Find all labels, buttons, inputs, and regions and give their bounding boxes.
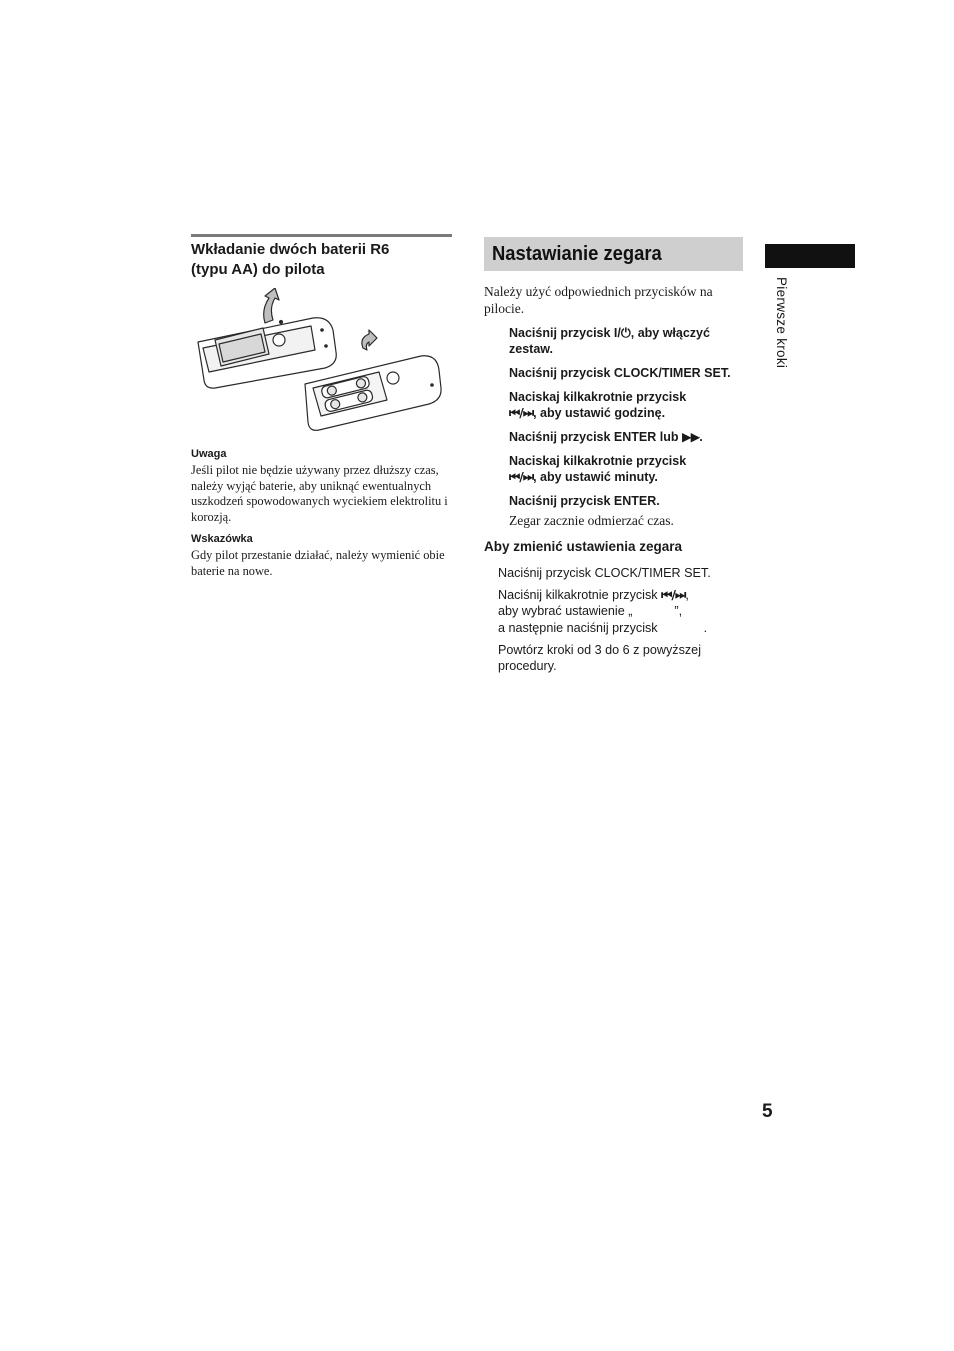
step-2: Naciśnij przycisk CLOCK/TIMER SET. — [509, 366, 731, 380]
sub-step-2-comma: , — [685, 588, 689, 602]
step-6-note: Zegar zacznie odmierzać czas. — [509, 513, 674, 528]
sub-step-2-line-3a: a następnie naciśnij przycisk — [498, 620, 658, 635]
step-4-text-a: Naciśnij przycisk ENTER lub — [509, 430, 679, 444]
section-tab-label: Pierwsze kroki — [774, 277, 789, 369]
tip-label: Wskazówka — [191, 533, 253, 545]
note-text: Jeśli pilot nie będzie używany przez dłuższy czas, należy wyjąć baterie, aby uniknąć ewentualnych uszkodzeń spowodowanych wyciekiem elektrolitu i korozją. — [191, 463, 448, 524]
title-bar — [484, 237, 743, 271]
step-1 — [509, 325, 749, 357]
prev-next-icon: ⏮/⏭ — [661, 587, 686, 602]
prev-next-icon: ⏮/⏭ — [509, 405, 534, 420]
step-5-text-b: , aby ustawić minuty. — [533, 470, 658, 484]
sub-step-2 — [498, 587, 738, 636]
step-3-text-a: Naciskaj kilkakrotnie przycisk — [509, 390, 687, 404]
sub-step-2-line-2b: ”, — [674, 604, 683, 619]
page-title: Nastawianie zegara — [492, 243, 662, 265]
step-1-text-a: Naciśnij przycisk I/ — [509, 326, 621, 340]
change-settings-heading: Aby zmienić ustawienia zegara — [484, 539, 683, 554]
step-3-text-b: , aby ustawić godzinę. — [533, 406, 666, 420]
battery-section-heading — [191, 240, 453, 280]
sub-step-3-line-2: procedury. — [498, 659, 557, 674]
step-4 — [509, 429, 749, 445]
heading-line-1: Wkładanie dwóch baterii R6 — [191, 241, 390, 258]
note-label: Uwaga — [191, 448, 227, 460]
step-6: Naciśnij przycisk ENTER. — [509, 494, 660, 508]
section-tab-marker — [765, 244, 855, 268]
step-1-text-c: zestaw. — [509, 342, 554, 356]
sub-step-2-line-3b: . — [703, 620, 708, 635]
sub-step-1: Naciśnij przycisk CLOCK/TIMER SET. — [498, 566, 711, 580]
page-number: 5 — [762, 1101, 773, 1122]
sub-step-3 — [498, 642, 738, 675]
step-5 — [509, 453, 749, 485]
sub-step-2-line-2a: aby wybrać ustawienie „ — [498, 604, 633, 619]
step-3 — [509, 389, 749, 421]
step-5-text-a: Naciskaj kilkakrotnie przycisk — [509, 454, 687, 468]
tip-text: Gdy pilot przestanie działać, należy wymienić obie baterie na nowe. — [191, 548, 445, 578]
prev-next-icon: ⏮/⏭ — [509, 469, 534, 484]
heading-line-2: (typu AA) do pilota — [191, 261, 325, 278]
fast-forward-icon: ▶▶ — [681, 429, 700, 444]
section-rule — [191, 234, 452, 237]
power-icon: ⏻ — [620, 325, 631, 340]
intro-text: Należy użyć odpowiednich przycisków na pilocie. — [484, 284, 713, 316]
sub-step-3-line-1: Powtórz kroki od 3 do 6 z powyższej — [498, 643, 701, 657]
step-4-text-b: . — [699, 430, 703, 444]
step-1-text-b: , aby włączyć — [630, 326, 710, 340]
remote-battery-insertion-illustration — [193, 288, 443, 436]
sub-step-2-line-1: Naciśnij kilkakrotnie przycisk — [498, 588, 658, 602]
